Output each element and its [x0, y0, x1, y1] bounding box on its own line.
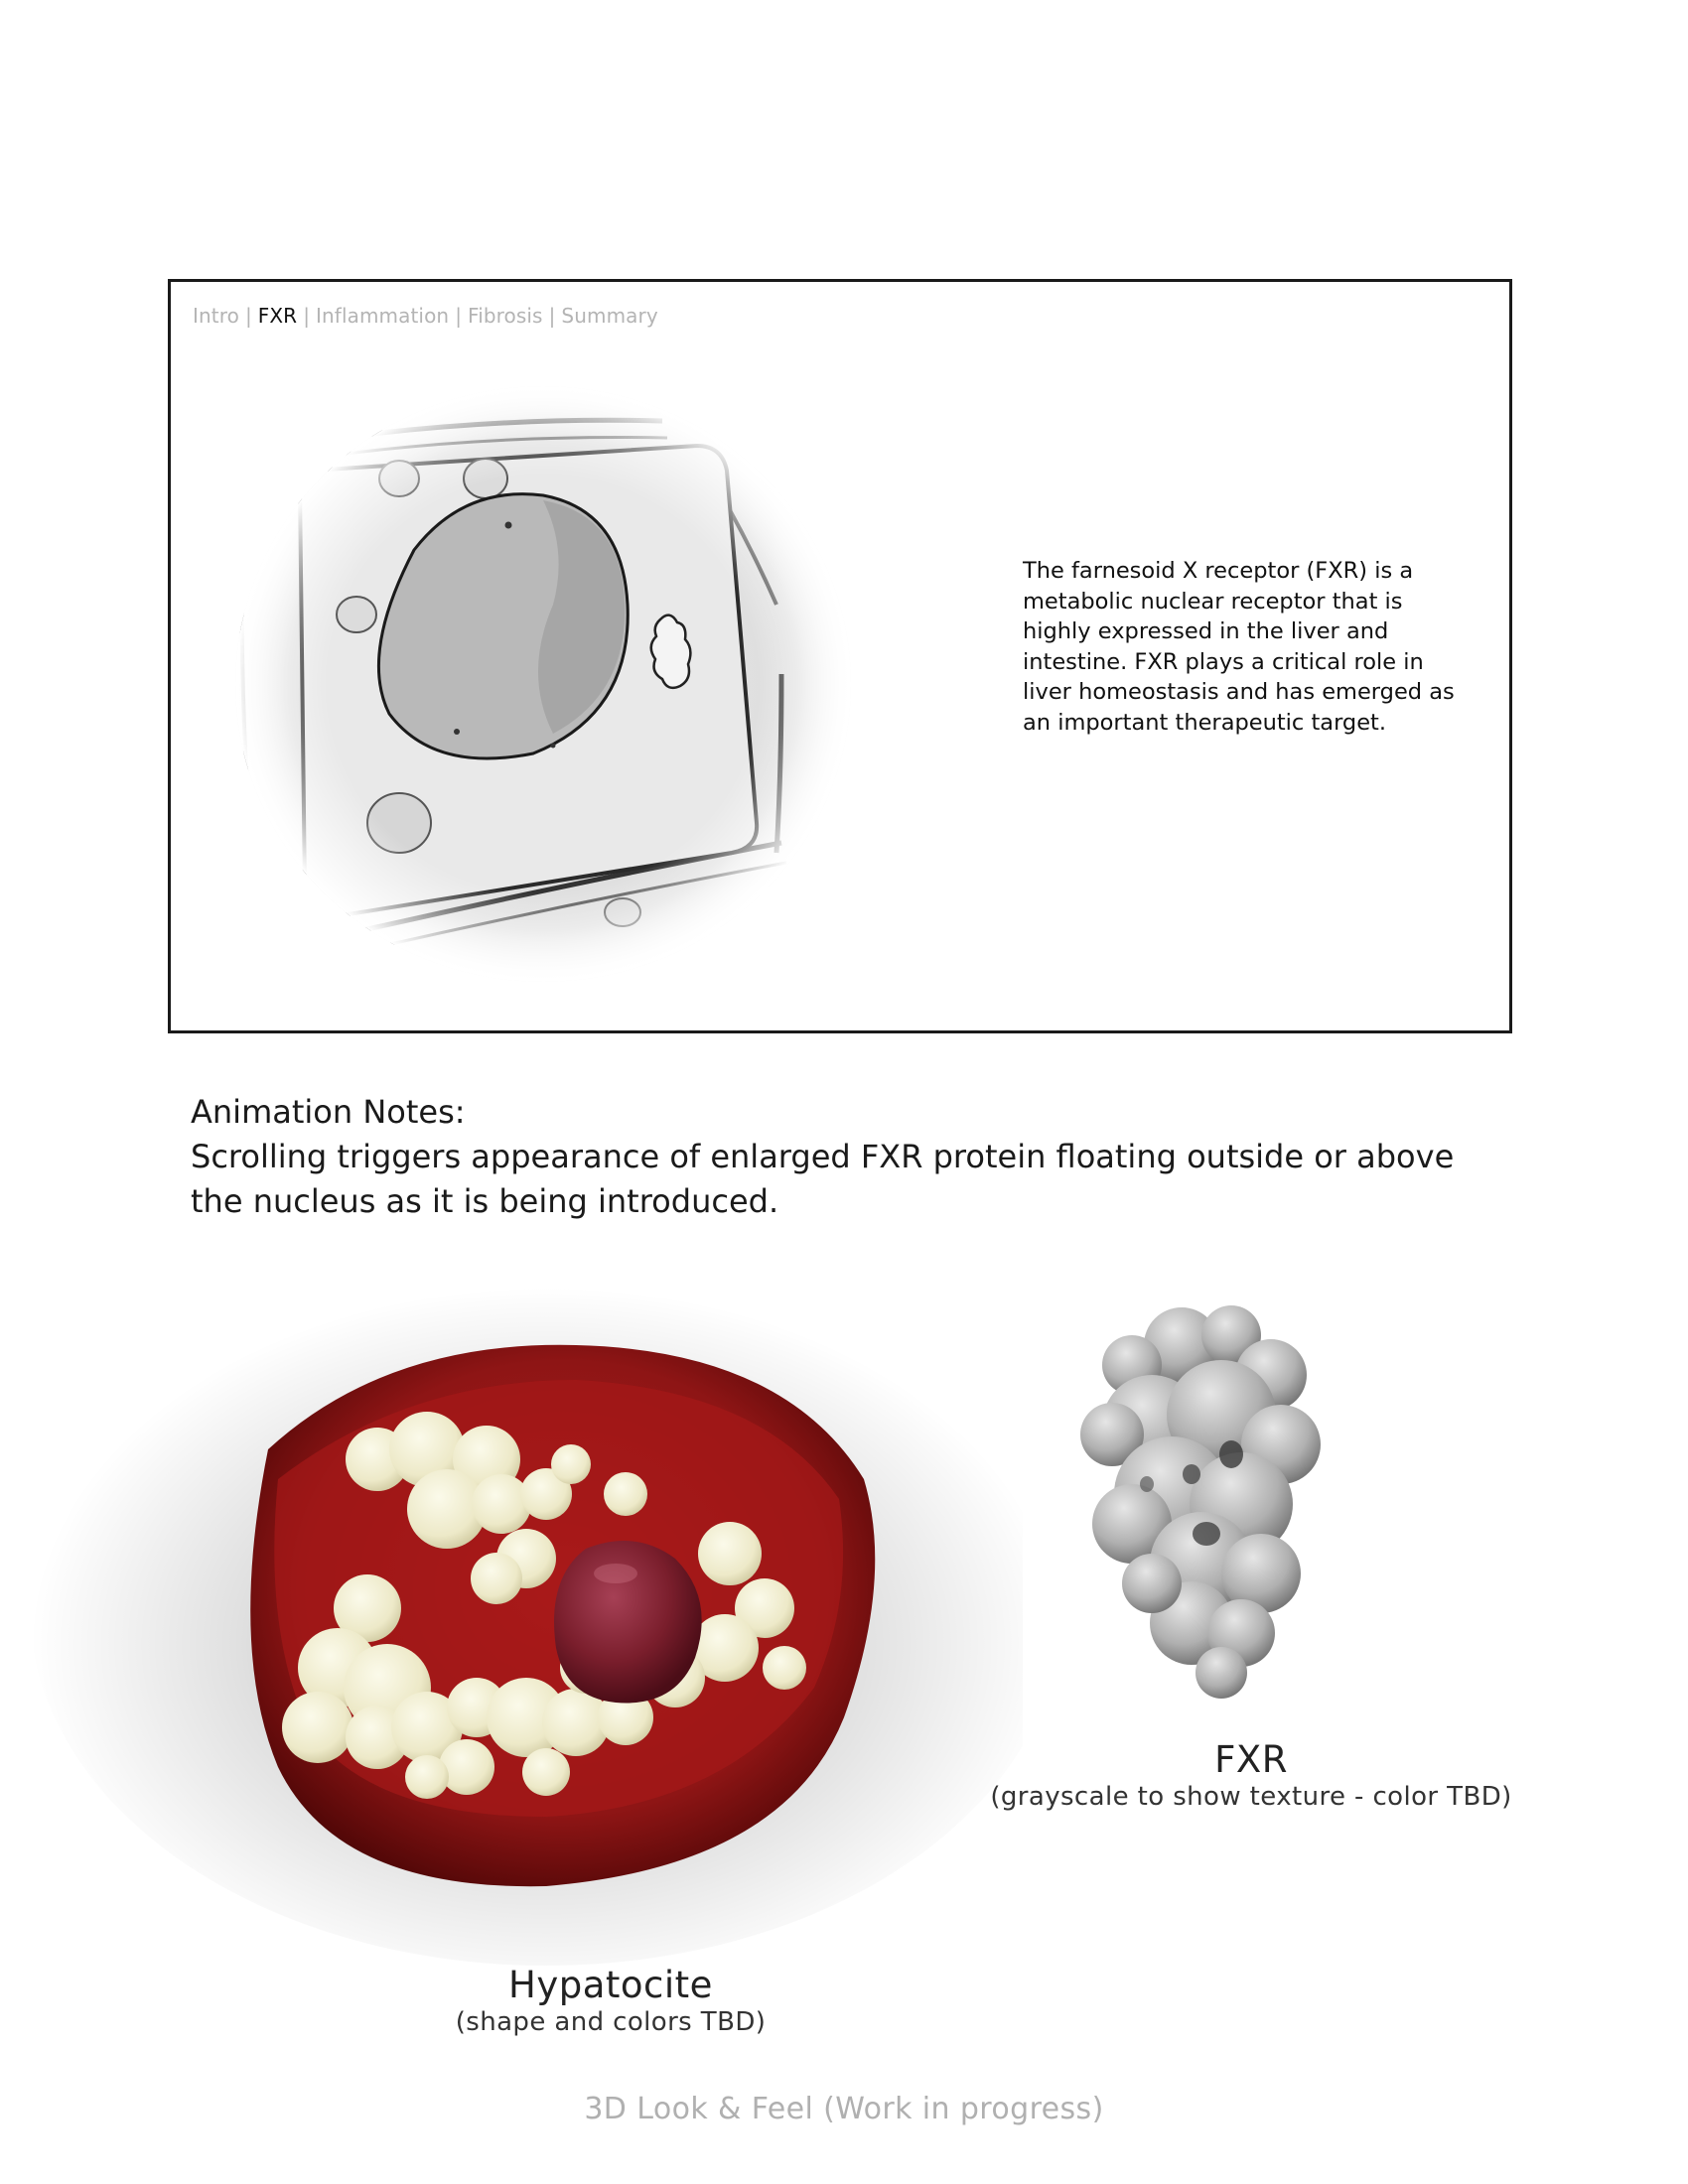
nav-item-fibrosis[interactable]: Fibrosis: [468, 304, 543, 328]
fxr-title: FXR: [1214, 1738, 1288, 1781]
footer-caption: 3D Look & Feel (Work in progress): [584, 2092, 1104, 2126]
animation-notes: [191, 1090, 1511, 1224]
nav-separator: |: [548, 304, 556, 328]
fxr-protein-render: [1033, 1286, 1370, 1722]
nav-item-intro[interactable]: Intro: [193, 304, 239, 328]
notes-heading: Animation Notes:: [191, 1093, 466, 1131]
fxr-subtitle: (grayscale to show texture - color TBD): [990, 1782, 1512, 1812]
section-nav: [193, 304, 658, 328]
hepatocyte-title: Hypatocite: [508, 1964, 713, 2006]
hepatocyte-3d-render: [30, 1251, 1023, 1966]
nav-separator: |: [303, 304, 311, 328]
nav-separator: |: [244, 304, 252, 328]
storyboard-frame: [168, 279, 1512, 1033]
nav-separator: |: [455, 304, 463, 328]
nav-item-inflammation[interactable]: Inflammation: [316, 304, 450, 328]
cell-sketch-illustration: [225, 376, 861, 992]
hepatocyte-subtitle: (shape and colors TBD): [455, 2007, 767, 2037]
nav-item-summary[interactable]: Summary: [561, 304, 658, 328]
nav-item-fxr[interactable]: FXR: [257, 304, 298, 328]
fxr-description: The farnesoid X receptor (FXR) is a metabolic nuclear receptor that is highly expressed in the liver and intestine. FXR plays a critical role in liver homeostasis and has emerged as an important therapeutic target.: [1023, 558, 1455, 736]
notes-body: Scrolling triggers appearance of enlarged FXR protein floating outside or above the nucleus as it is being introduced.: [191, 1138, 1455, 1220]
